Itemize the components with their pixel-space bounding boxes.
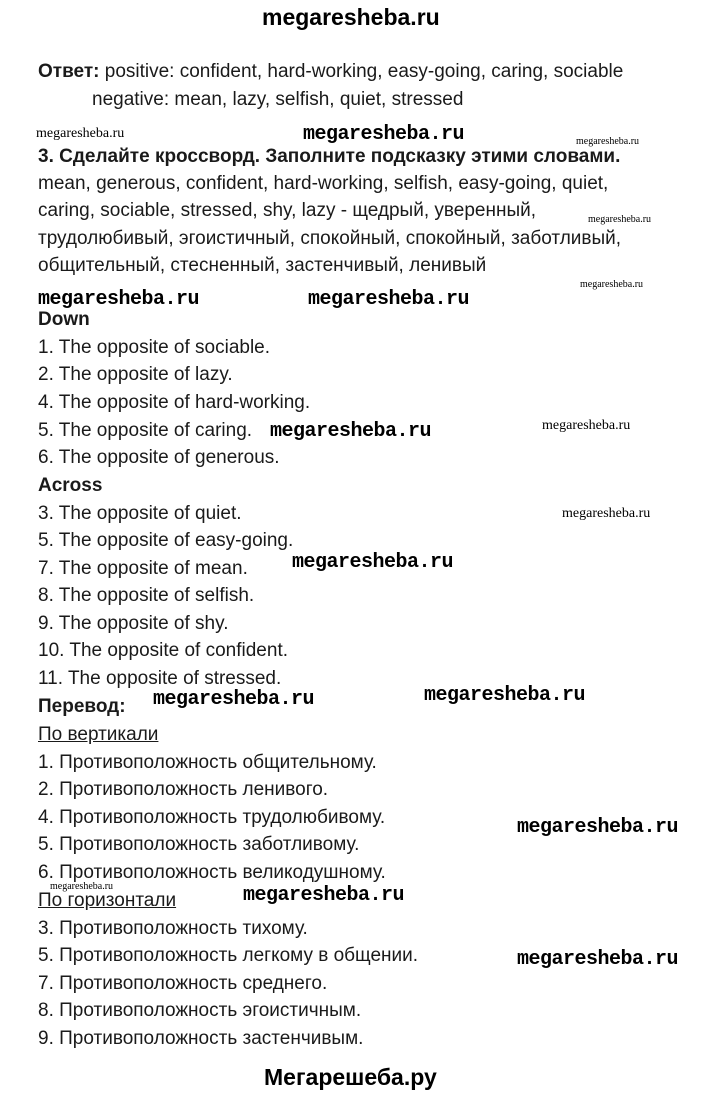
watermark: megaresheba.ru [50, 881, 114, 892]
watermark: megaresheba.ru [270, 420, 432, 443]
horizontal-item: 8. Противоположность эгоистичным. [38, 1000, 362, 1021]
vertical-item: 4. Противоположность трудолюбивому. [38, 807, 386, 828]
vertical-item: 5. Противоположность заботливому. [38, 834, 360, 855]
watermark: megaresheba.ru [576, 136, 640, 147]
across-item: 3. The opposite of quiet. [38, 503, 242, 524]
task-title: 3. Сделайте кроссворд. Заполните подсказку этими словами. [38, 146, 621, 167]
answer-positive-line [38, 58, 623, 85]
site-header: megaresheba.ru [262, 4, 440, 30]
across-item: 7. The opposite of mean. [38, 558, 248, 579]
across-heading: Across [38, 475, 103, 496]
watermark: megaresheba.ru [308, 288, 470, 311]
horizontal-item: 9. Противоположность застенчивым. [38, 1028, 364, 1049]
down-item: 5. The opposite of caring. [38, 420, 253, 441]
watermark: megaresheba.ru [153, 688, 315, 711]
down-item: 1. The opposite of sociable. [38, 337, 271, 358]
watermark: megaresheba.ru [562, 506, 651, 521]
translation-heading: Перевод: [38, 696, 126, 717]
across-item: 11. The opposite of stressed. [38, 668, 282, 689]
vertical-item: 1. Противоположность общительному. [38, 752, 377, 773]
down-item: 2. The opposite of lazy. [38, 364, 233, 385]
across-item: 5. The opposite of easy-going. [38, 530, 294, 551]
watermark: megaresheba.ru [36, 126, 125, 141]
answer-negative: negative: mean, lazy, selfish, quiet, stressed [92, 89, 464, 110]
watermark: megaresheba.ru [588, 214, 652, 225]
across-item: 8. The opposite of selfish. [38, 585, 255, 606]
horizontal-heading: По горизонтали [38, 890, 177, 911]
watermark: megaresheba.ru [424, 684, 586, 707]
answer-label: Ответ: [38, 61, 100, 82]
watermark: megaresheba.ru [580, 279, 644, 290]
watermark: megaresheba.ru [38, 288, 200, 311]
watermark: megaresheba.ru [542, 418, 631, 433]
down-heading: Down [38, 309, 90, 330]
watermark: megaresheba.ru [243, 884, 405, 907]
horizontal-item: 7. Противоположность среднего. [38, 973, 328, 994]
watermark: megaresheba.ru [292, 551, 454, 574]
task-line: трудолюбивый, эгоистичный, спокойный, спокойный, заботливый, [38, 228, 622, 249]
watermark: megaresheba.ru [517, 816, 679, 839]
watermark: megaresheba.ru [517, 948, 679, 971]
vertical-item: 2. Противоположность ленивого. [38, 779, 329, 800]
across-item: 9. The opposite of shy. [38, 613, 229, 634]
task-line: общительный, стесненный, застенчивый, ленивый [38, 255, 487, 276]
vertical-item: 6. Противоположность великодушному. [38, 862, 386, 883]
horizontal-item: 5. Противоположность легкому в общении. [38, 945, 419, 966]
task-line: mean, generous, confident, hard-working, selfish, easy-going, quiet, [38, 173, 609, 194]
task-line: caring, sociable, stressed, shy, lazy - щедрый, уверенный, [38, 200, 536, 221]
down-item: 6. The opposite of generous. [38, 447, 280, 468]
down-item: 4. The opposite of hard-working. [38, 392, 311, 413]
horizontal-item: 3. Противоположность тихому. [38, 918, 308, 939]
across-item: 10. The opposite of confident. [38, 640, 288, 661]
site-footer: Мегарешеба.ру [264, 1064, 437, 1090]
watermark: megaresheba.ru [303, 123, 465, 146]
answer-positive: positive: confident, hard-working, easy-going, caring, sociable [104, 61, 624, 82]
vertical-heading: По вертикали [38, 724, 159, 745]
